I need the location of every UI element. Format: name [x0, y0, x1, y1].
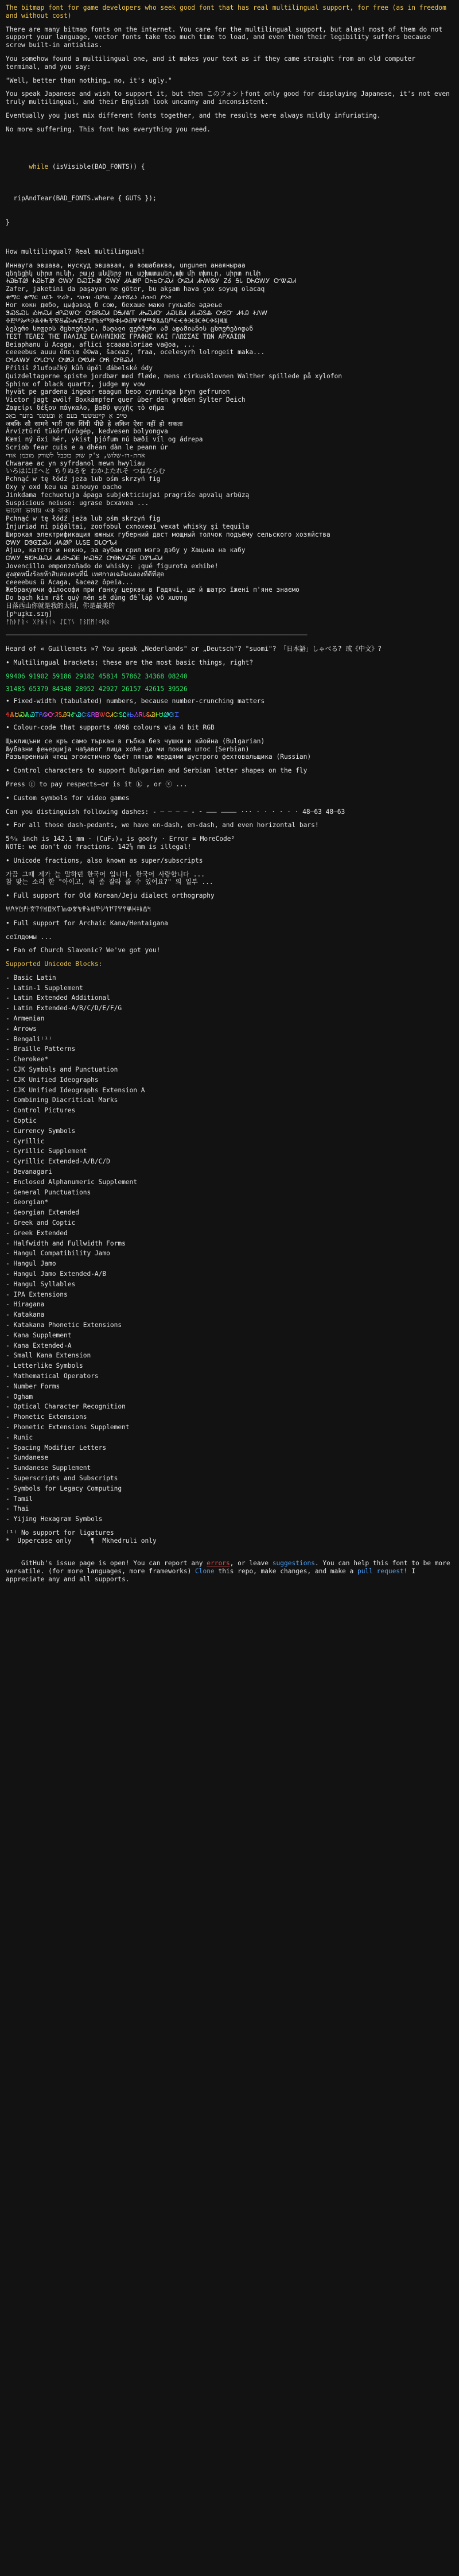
footer-text-5: ! I appreciate any and all supports.	[6, 1568, 419, 1583]
pangram-line: Árvíztűrő tükörfúrógép, kedvesen bolyongva	[6, 428, 168, 436]
pangram-line: Ζαφείρι δέξου πάγκαλο, βαθῦ ψυχῆς τὸ σῆμα	[6, 404, 165, 412]
pangram-line: Иннауга эвшава, нускуд эвшавая, а вoшабаква, ungunen анаяныраа	[6, 261, 246, 269]
colour-sample-char: Ꮸ	[113, 711, 119, 719]
pangram-line: Victor jagt zwölf Boxkämpfer quer über den großen Sylter Deich	[6, 396, 246, 404]
church-slavonic-sample: сеїлдомы ...	[6, 933, 52, 941]
supported-block-item: - Symbols for Legacy Computing	[6, 1484, 122, 1492]
feature-colour-code: • Colour-code that supports 4096 colours via 4 bit RGB	[6, 723, 215, 731]
supported-block-item: - Basic Latin	[6, 973, 56, 981]
pangram-line: hyvät pe gardena ingear eaagun beoo cynninga þrym gefrunon	[6, 388, 230, 396]
pangram-line: Quizdeltagerne spiste jordbær med fløde, mens cirkusklovnen Walther spillede på xylofon	[6, 372, 342, 380]
supported-block-item: - CJK Unified Ideographs Extension A	[6, 1086, 145, 1094]
intro-paragraph-3: "Well, better than nothing… no, it's ugly."	[6, 76, 172, 84]
pangram-line: Sphinx of black quartz, judge my vow	[6, 380, 145, 388]
pangram-line: Jovencillo emponzoñado de whisky: ¡qué figurota exhibe!	[6, 562, 219, 570]
colour-sample-char: Ꮜ	[14, 711, 20, 719]
feature-control-characters: • Control characters to support Bulgarian and Serbian letter shapes on the fly	[6, 767, 308, 775]
colour-sample-char: Ꮚ	[29, 711, 36, 719]
intro-paragraph-4: You speak Japanese and wish to support it, but then このフォントfont only good for displaying Japanese, it's not even truly multilingual, and their English look uncanny and inconsistent.	[6, 90, 454, 106]
code-line-1-rest: (isVisible(BAD_FONTS)) {	[48, 162, 145, 170]
pangram-line: Chwarae ac yn syfrdanol mewn hwyliau	[6, 459, 145, 467]
feature-dashes: • For all those dash-pedants, we have en-dash, em-dash, and even horizontal bars!	[6, 821, 319, 829]
fractions-sample-2: NOTE: we don't do fractions. 142⅝ mm is illegal!	[6, 843, 192, 851]
pangram-line: Pchnąć w tę łódź jeża lub ośm skrzyń fig	[6, 475, 161, 483]
colour-sample-char: Ꮕ	[48, 711, 55, 719]
supported-block-item: - Number Forms	[6, 1382, 60, 1390]
supported-block-item: - Phonetic Extensions Supplement	[6, 1423, 130, 1431]
pangram-line: ᚠᚢᚦᚨᚱᚲ ᚷᚹᚺᚾᛁᛃ ᛇᛈᛉᛊ ᛏᛒᛖᛗᛚᛜᛞᛟ	[6, 618, 110, 626]
supported-block-item: - Sundanese Supplement	[6, 1464, 91, 1472]
errors-link[interactable]: errors	[207, 1559, 230, 1568]
intro-paragraph-6: No more suffering. This font has everything you need.	[6, 125, 211, 133]
intro-paragraph-2: You somehow found a multilingual one, and it makes your text as if they came straight from an old computer terminal, and you say:	[6, 55, 419, 71]
colour-sample-char: Ᏼ	[95, 711, 100, 719]
pangram-line: ᏐᏊᏏᎢᏪ ᏐᏊᏏᎢᏪ ᏣᎳᎩ ᎠᏍᏆᏂᏪ ᏣᎳᎩ ᏗᎪᏪᎵ ᎠᏂᏏᏅᏍᏗ ᎤᏍᏗ ᏗᏂᎳᏫᎩ ᏃᎴ ᎦᏓ ᎠᏂᏣᎳᎩ ᏅᏔᏍᏗ	[6, 277, 296, 285]
supported-block-item: - Latin Extended Additional	[6, 994, 110, 1002]
kana-sample: 𐀀𐀁𐀂𐀃𐀄𐀅𐀆𐀇𐀈𐀉𐀊𐀋𐀍𐀎𐀏𐀐𐀑𐀒𐀓𐀔𐀕𐀖𐀗𐀘𐀙𐀚𐀛𐀜𐀝𐀞𐀟𐀠𐀡	[6, 905, 151, 913]
code-keyword: while	[29, 162, 49, 170]
supported-block-item: - Latin Extended-A/B/C/D/E/F/G	[6, 1004, 122, 1012]
pangram-line: ceeeebus ü Acaga, ŝaceaz ôpeia...	[6, 578, 134, 586]
pangram-line: Ajuo, катото и некно, за аубам срил мэгэ дэбу у Хацьна на кабу	[6, 546, 246, 554]
colour-sample-char: Ꭲ	[35, 711, 40, 719]
supported-block-item: - Arrows	[6, 1025, 37, 1033]
pangram-line: Oxy y oxd keu ua ainouyo oacho	[6, 483, 122, 491]
pangram-line: ΤΕΣΤ ΤΕΛΕΣ ΤΗΣ ΠΑΛΙΑΣ ΕΛΛΗΝΙΚΗΣ ΓΡΑΦΗΣ ΚΑΙ ΓΛΩΣΣΑΣ ΤΩΝ ΑΡΧΑΙΩΝ	[6, 332, 246, 340]
supported-block-item: - Tamil	[6, 1495, 33, 1503]
colour-sample-char: Ᏺ	[39, 711, 43, 719]
supported-block-item: - Phonetic Extensions	[6, 1413, 87, 1421]
supported-block-item: - Latin-1 Supplement	[6, 984, 83, 992]
pangram-line: Kæmi ný öxi hér, ykist þjófum nú bæði víl og ádrepa	[6, 436, 203, 444]
pangram-line: ბებერი სოფლის მცხოვრები, მაღალი ფერმერი ამ ადამიანის ცხოვრებიდან	[6, 325, 254, 333]
supported-note-2: * Uppercase only ¶ Mkhedruli only	[6, 1537, 157, 1545]
supported-block-item: - Cyrillic Extended-A/B/C/D	[6, 1158, 110, 1166]
colour-sample-char: Ꮞ	[6, 711, 10, 719]
intro-title: The bitmap font for game developers who seek good font that has real multilingual support, for free (as in freedom and without cost)	[6, 4, 450, 20]
supported-block-item: - Hiragana	[6, 1301, 45, 1309]
supported-block-item: - Enclosed Alphanumeric Supplement	[6, 1178, 138, 1186]
serbian-sample: Љубазни фењерџија чађавог лица хоће да ми покаже штос (Serbian)	[6, 745, 250, 753]
colour-sample-char: Ꮤ	[99, 711, 106, 719]
supported-block-item: - Thai	[6, 1505, 29, 1513]
pangram-line: 日落西山你就是我的太阳，你是最美的	[6, 602, 115, 610]
colour-sample-char: Ꮖ	[174, 711, 180, 719]
supported-block-item: - Small Kana Extension	[6, 1352, 91, 1360]
supported-block-item: - Devanagari	[6, 1168, 52, 1176]
footer-text-1: GitHub's issue page is open! You can report any	[21, 1559, 207, 1568]
colour-sample-char: Ꮝ	[19, 711, 25, 719]
colour-sample-char: Ꮛ	[146, 711, 150, 719]
supported-block-item: - Georgian Extended	[6, 1209, 79, 1217]
colour-sample-char: Ꮢ	[138, 711, 143, 719]
bulgarian-sample-1: Щъклицъни се кръ само търкан в гъбка без чушки и кйойна (Bulgarian)	[6, 737, 265, 745]
supported-block-item: - Greek Extended	[6, 1229, 68, 1237]
footer	[6, 1552, 453, 1592]
supported-block-item: - Hangul Jamo	[6, 1260, 56, 1268]
supported-note-1: ⁽¹⁾ No support for ligatures	[6, 1528, 114, 1537]
colour-sample-char: Ꮚ	[150, 711, 156, 719]
colour-sample-char: Ꮠ	[126, 711, 130, 719]
pangram-line: ᎤᏓᎪᎳᎩ ᎤᏓᏅᏙ ᎤᏪᏘ ᎤᏬᏗᎨ ᎤᏲ ᎤᏴᏍᏗ	[6, 356, 134, 364]
colour-sample-char: Ꮟ	[130, 711, 134, 719]
supported-block-item: - Currency Symbols	[6, 1127, 76, 1135]
colour-sample-char: Ꮢ	[91, 711, 96, 719]
colour-sample-char: Ᏹ	[134, 711, 139, 719]
pangram-line: ᏕᏍᏚᏍᏓ ᎣᏥᏍᏗ ᏧᎵᏍᏔᏅ ᎤᎶᏒᏍᏗ ᎠᎦᏗᏔᎢ ᏗᏂᏍᏗᏅ ᏗᏍᏓᏴᏗ ᏗᏓᏍᏚᎲ ᎤᎴᏅ ᏗᏎᎯ ᏐᏁᎳ	[6, 309, 268, 317]
feature-church-slavonic: • Fan of Church Slavonic? We've got you!	[6, 946, 161, 955]
feature-custom-symbols: • Custom symbols for video games	[6, 794, 130, 802]
supported-block-item: - Katakana	[6, 1311, 45, 1319]
supported-block-item: - Coptic	[6, 1117, 37, 1125]
pangram-line: ceeeebus auuu ὄπεια ê©wa, ŝaceaz, fraa, ocelesyrh lolrogeit maka...	[6, 348, 265, 356]
pangram-line: Beiaphanu ü Acaga, aflici scaaaaloriae va@oa, ...	[6, 340, 196, 348]
colour-sample-char: Ꮺ	[163, 711, 169, 719]
supported-block-item: - Combining Diacritical Marks	[6, 1096, 118, 1104]
supported-block-item: - Greek and Coptic	[6, 1219, 76, 1227]
supported-block-item: - Letterlike Symbols	[6, 1362, 83, 1370]
features-intro: Heard of « Guillemets »? You speak „Nederlands" or „Deutsch"? "suomi"? 「日本語」しゃべる? 或《中文》?	[6, 645, 382, 653]
supported-block-item: - Runic	[6, 1433, 33, 1441]
colour-sample-char: Ꮛ	[87, 711, 91, 719]
colour-sample-char: Ꮜ	[159, 711, 164, 719]
supported-block-item: - Hangul Jamo Extended-A/B	[6, 1270, 107, 1278]
supported-block-item: - Hangul Compatibility Jamo	[6, 1250, 110, 1258]
supported-block-item: - Kana Supplement	[6, 1331, 72, 1339]
supported-block-item: - Katakana Phonetic Extensions	[6, 1321, 122, 1329]
colour-sample-char: Ꮸ	[81, 711, 87, 719]
code-line-1	[6, 155, 453, 179]
colour-sample-char: Ꮪ	[58, 711, 63, 719]
pangram-line: สูงสุดหนึ่งร้อยห้าสิบสองคนที่นี่ เทศกาลเฉลิมฉลองที่ดีที่สุด	[6, 570, 165, 578]
supported-block-item: - Bengali⁽¹⁾	[6, 1035, 52, 1043]
pangram-line: いろはにほへと ちりぬるを わかよたれそ つねならむ	[6, 467, 165, 475]
feature-fixed-width: • Fixed-width (tabulated) numbers, because number-crunching matters	[6, 697, 265, 705]
supported-block-item: - Mathematical Operators	[6, 1372, 99, 1380]
colour-sample-char: Ꮣ	[142, 711, 146, 719]
feature-fractions: • Unicode fractions, also known as super/subscripts	[6, 856, 203, 864]
pangram-line: ᏣᎳᎩ ᎦᏬᏂᎯᏍᏗ ᏗᏓᎴᏂᏍᎬ ᏥᏍᎦᏃ ᎤᎾᏂᎩᏍᎬ ᎠᏛᏓᏍᏗ	[6, 554, 163, 562]
code-line-3: }	[6, 218, 10, 226]
pangram-line: Широкая электрификация южных губерний даст мощный толчок подъёму сельского хозяйства	[6, 530, 330, 538]
colour-sample-char: Ꮬ	[25, 711, 30, 719]
intro-paragraph-5: Eventually you just mix different fonts together, and the results were always mildly infuriating.	[6, 111, 381, 119]
supported-block-item: - Georgian*	[6, 1198, 49, 1206]
pangram-line: ⰀⰁⰂⰃⰄⰅⰆⰇⰈⰉⰊⰋⰌⰍⰎⰏⰐⰑⰒⰓⰔⰕⰖⰗⰘⰙⰚⰛⰜⰝⰞⰟⰠⰡⰢⰣⰤⰥⰦⰧⰨⰩⰪⰫⰬⰭⰮ	[6, 317, 228, 325]
colour-sample-char: Ꮉ	[70, 711, 76, 719]
supported-block-item: - Sundanese	[6, 1454, 49, 1462]
colour-sample-char: Ꮪ	[119, 711, 123, 719]
pangram-line: Ìnjuriad ní piǧáltai, zoofobul cxnoxeaí vexat whisky şi tequila	[6, 523, 250, 531]
colour-sample-char: Ꮬ	[10, 711, 15, 719]
colour-sample-char: Ꮚ	[76, 711, 82, 719]
pangrams-title: How multilingual? Real multilingual!	[6, 247, 145, 255]
custom-symbols-sample: Press ⓕ to pay respects—or is it ⓚ , or ⓧ ...	[6, 780, 188, 788]
supported-block-item: - Armenian	[6, 1015, 45, 1023]
fractions-sample-1: 5⁶⁄₈ inch is 142.1 mm · (CuF₂)₄ is goofy · Error = MoreCode²	[6, 835, 235, 843]
pangram-line: जबकि सौ सामने भारी एक सिंधी पीछे हे लकिन ऐसा नहीं हो सकता	[6, 420, 183, 428]
supported-block-item: - Braille Patterns	[6, 1045, 76, 1053]
supported-block-item: - Ogham	[6, 1392, 33, 1400]
supported-block-item: - Control Pictures	[6, 1107, 76, 1115]
korean-sample-2: 참 맞는 소리 한 "아이고, 혀 좀 잘라 줄 수 있어요?" 의 일부 ...	[6, 878, 213, 886]
pangram-line: טײַכ אַ קײַנטשער בעם אַ וּבעשנר בווער באַכ	[6, 412, 127, 420]
supported-blocks-list	[6, 974, 453, 1523]
pangram-line: Scríob fear cuis e a dhéan dàn le peann úr	[6, 444, 168, 452]
dashes-sample: Can you distinguish following dashes: - – — ― ‒ ‑ ⁃ ⸺ ⸻ ··· · · · · · · 48–63 48–63	[6, 808, 345, 816]
pangram-line: ቁማር ቁማር ዐደጉ ጥሪት, ግዑዝ ብቻዉ ያልተሸፈነ ሕዝብ ያጎቱ	[6, 293, 172, 301]
supported-block-item: - CJK Symbols and Punctuation	[6, 1066, 118, 1074]
colour-sample-char: Ꮻ	[42, 711, 48, 719]
feature-korean: • Full support for Old Korean/Jeju dialect orthography	[6, 892, 215, 900]
colour-sample	[6, 711, 453, 719]
pangram-line: אחת-דו-שלוש, צ'ק שוק כוכבל לשורק מוכמן אודי	[6, 451, 145, 459]
pangram-line: Zafer, jaketini da paşayan ne göter, bu akşam hava çox soyuq olacaq	[6, 285, 265, 293]
supported-block-item: - IPA Extensions	[6, 1290, 68, 1298]
pangram-line: Ног кокн дюбо, цыфәвод б сою, бехаше макю гукьабе әдәеье	[6, 301, 223, 309]
supported-block-item: - CJK Unified Ideographs	[6, 1076, 99, 1084]
supported-block-item: - Superscripts and Subscripts	[6, 1474, 118, 1482]
korean-sample-1: 가끔 그때 제가 늘 말하던 한국어 입니다. 한국어 사랑합니다 ...	[6, 870, 205, 878]
pangram-line: ᏣᎳᎩ ᎠᏕᎶᏆᏍᏗ ᏗᎪᏪᎵ ᏓᏓᏚᎬ ᎠᏓᏅᏖᏗ	[6, 538, 117, 546]
pangram-line: Pchnąć w tę łódź jeża lub ośm skrzyń fig	[6, 515, 161, 523]
pangram-line: Do bạch kim rất quý nên sẽ dùng để lắp vô xương	[6, 594, 188, 602]
colour-sample-char: Ꮳ	[106, 711, 110, 719]
supported-block-item: - Cyrillic	[6, 1137, 45, 1145]
supported-block-item: - Yijing Hexagram Symbols	[6, 1515, 103, 1523]
fixed-width-sample-1: 99406 91902 59186 29182 45814 57862 34368 08240	[6, 672, 188, 680]
colour-sample-char: Ꮈ	[67, 711, 71, 719]
pangram-line: Jinkdama fechuotuja ápaga subjekticiujai pragriše apvalų arbūzą	[6, 491, 250, 499]
clone-link[interactable]: Clone	[195, 1568, 215, 1576]
colour-sample-char: Ꮭ	[123, 711, 127, 719]
colour-sample-char: Ᏻ	[169, 711, 175, 719]
supported-block-item: - Cyrillic Supplement	[6, 1147, 87, 1155]
colour-sample-char: Ꮨ	[55, 711, 59, 719]
suggestions-link[interactable]: suggestions	[272, 1559, 315, 1568]
code-line-2: ripAndTear(BAD_FONTS.where { GUTS });	[6, 195, 157, 203]
separator-line: ──────────────────────────────────────────────────────────────────────────────	[6, 631, 308, 639]
footer-text-3: . You can help this font to be more versatile. (for more languages, more frameworks)	[6, 1559, 454, 1576]
supported-block-item: - Cherokee*	[6, 1056, 49, 1064]
code-block	[6, 139, 453, 242]
pangram-line: գեղեցիկ սիրտ ունի, բայց անվերջ ու աշխատասեր,ախ մի տխուր, սիրտ ունի	[6, 269, 261, 277]
supported-block-item: - General Punctuations	[6, 1188, 91, 1196]
footer-text-4: this repo, make changes, and make a	[214, 1568, 357, 1576]
supported-block-item: - Hangul Syllables	[6, 1280, 76, 1288]
supported-block-item: - Kana Extended-A	[6, 1341, 72, 1349]
pangram-line: Suspicious neiuse: ugrase bcxavea ...	[6, 499, 149, 507]
colour-sample-char: Ꮀ	[155, 711, 160, 719]
colour-sample-char: Ꭿ	[62, 711, 67, 719]
pangram-line: [pʰuɪ̯kɪ.sɪŋ]	[6, 610, 52, 618]
supported-block-item: - Halfwidth and Fullwidth Forms	[6, 1239, 126, 1247]
pangram-line: ভালো ভাষায় এক বাক্য	[6, 507, 71, 515]
intro-paragraph-1: There are many bitmap fonts on the internet. You care for the multilingual support, but alas! most of them do not support your language, vector fonts take too much time to load, and even then their legibility suffers because screw built-in antialias.	[6, 25, 446, 49]
footer-text-2: , or leave	[230, 1559, 273, 1568]
supported-block-item: - Spacing Modifier Letters	[6, 1444, 107, 1452]
russian-sample: Разъяренный чтец эгоистично бьёт пятью жердями шустрого фехтовальщика (Russian)	[6, 753, 312, 761]
feature-kana: • Full support for Archaic Kana/Hentaigana	[6, 919, 168, 927]
supported-title: Supported Unicode Blocks:	[6, 960, 103, 968]
colour-sample-char: Ꮧ	[110, 711, 114, 719]
fixed-width-sample-2: 31485 65379 84348 28952 42927 26157 42615 39526	[6, 685, 188, 693]
pangrams-list	[6, 262, 453, 626]
feature-brackets: • Multilingual brackets; these are the most basic things, right?	[6, 658, 254, 666]
pull-request-link[interactable]: pull request	[357, 1568, 404, 1576]
pangram-line: Příliš žluťoučký kůň úpěl ďábelské ódy	[6, 364, 153, 373]
supported-block-item: - Optical Character Recognition	[6, 1403, 126, 1411]
pangram-line: Жебракуючи філософи при ґанку церкви в Гадячі, ще й шатро їжені п'яне знаємо	[6, 586, 299, 594]
